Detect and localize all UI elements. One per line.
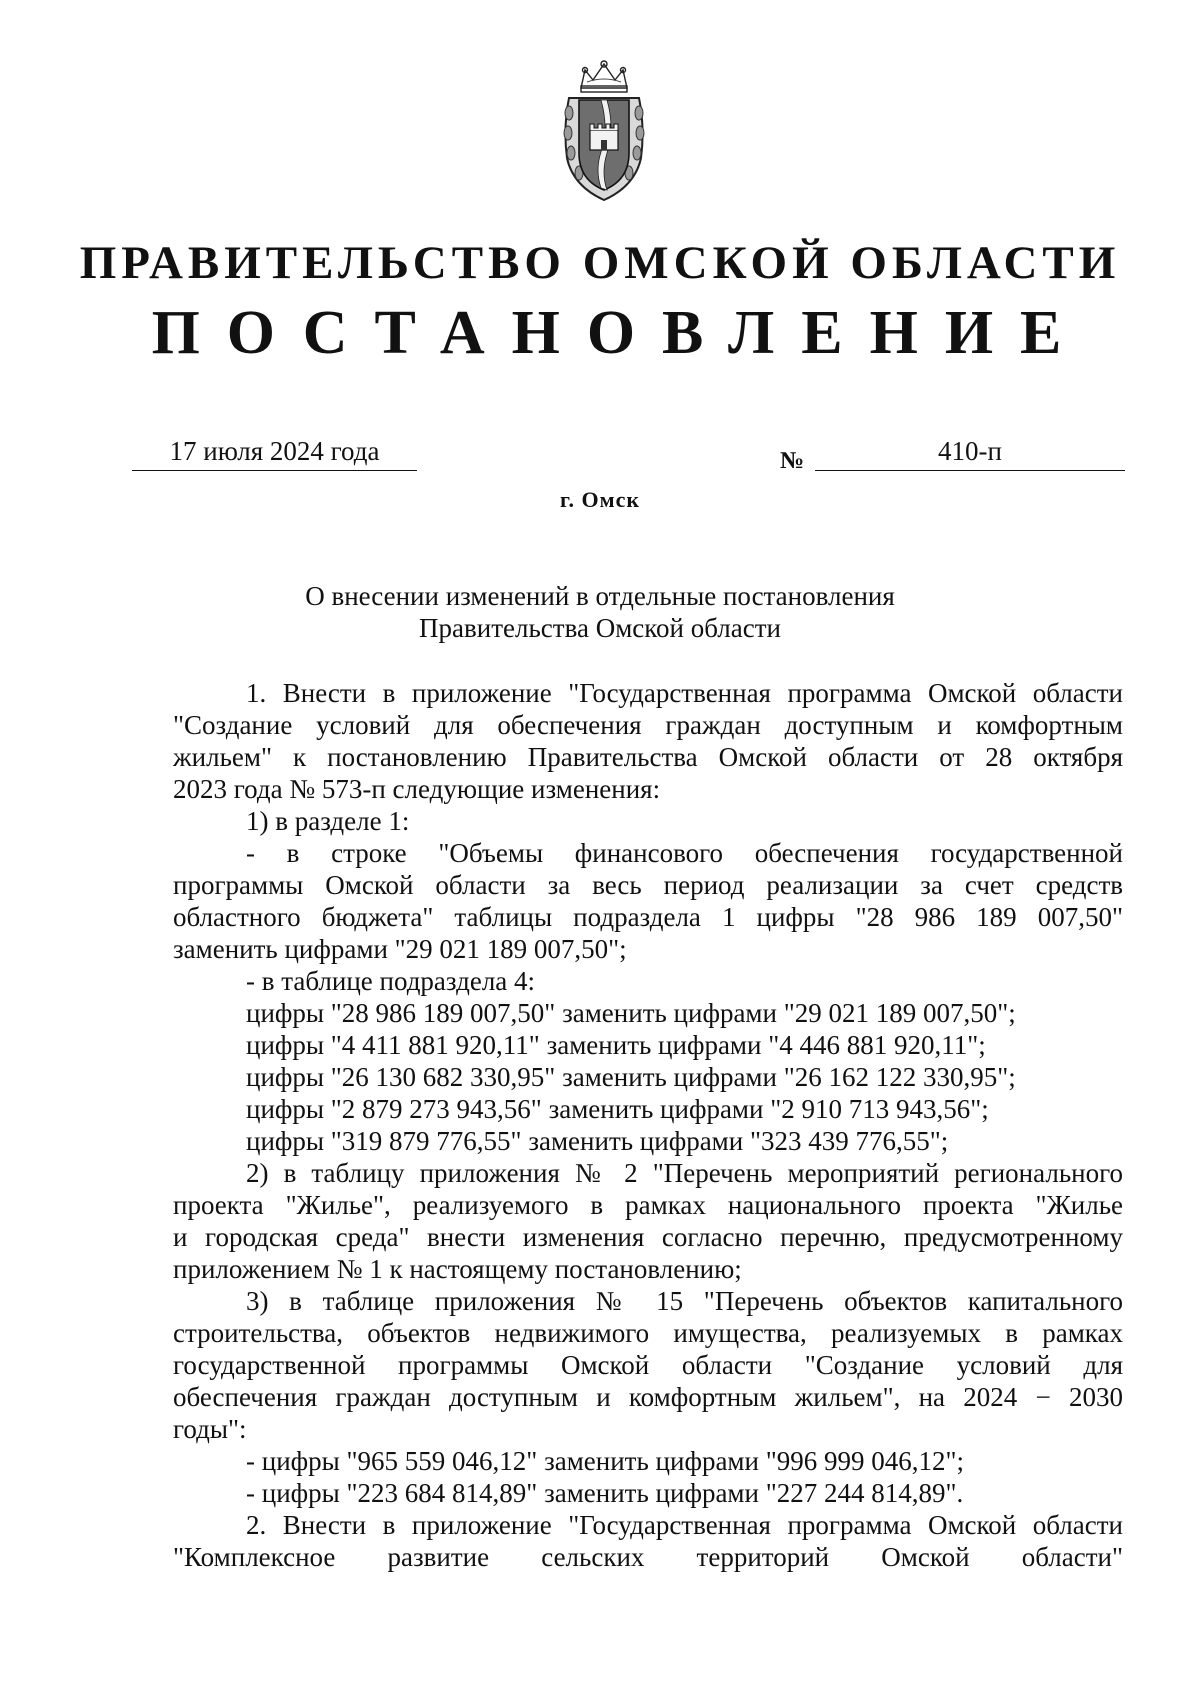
paragraph-line: "Комплексное развитие сельских территорий Омской области" xyxy=(173,1542,1123,1572)
paragraph-line: 3) в таблице приложения № 15 "Перечень объектов капитального xyxy=(246,1286,1123,1316)
paragraph-line: государственной программы Омской области "Создание условий для xyxy=(173,1350,1123,1380)
paragraph-line: цифры "4 411 881 920,11" заменить цифрами "4 446 881 920,11"; xyxy=(246,1030,986,1060)
paragraph-line: приложением № 1 к настоящему постановлению; xyxy=(173,1254,742,1284)
subject-line: Правительства Омской области xyxy=(419,613,781,643)
paragraph-line: годы": xyxy=(173,1414,247,1444)
paragraph-line: цифры "26 130 682 330,95" заменить цифрами "26 162 122 330,95"; xyxy=(246,1062,1016,1092)
paragraph-line: цифры "28 986 189 007,50" заменить цифрами "29 021 189 007,50"; xyxy=(246,998,1016,1028)
document-body xyxy=(173,677,1123,1573)
paragraph-line: проекта "Жилье", реализуемого в рамках национального проекта "Жилье xyxy=(173,1190,1123,1220)
paragraph-line: областного бюджета" таблицы подраздела 1 цифры "28 986 189 007,50" xyxy=(173,902,1123,932)
paragraph-line: - в строке "Объемы финансового обеспечения государственной xyxy=(246,838,1123,868)
city xyxy=(0,487,1200,513)
paragraph-line: жильем" к постановлению Правительства Омской области от 28 октября xyxy=(173,742,1123,772)
paragraph-line: 1) в разделе 1: xyxy=(246,806,410,836)
paragraph-line: - в таблице подраздела 4: xyxy=(246,966,536,996)
paragraph-line: обеспечения граждан доступным и комфортным жильем", на 2024 − 2030 xyxy=(173,1382,1123,1412)
paragraph-line: 2. Внести в приложение "Государственная программа Омской области xyxy=(246,1510,1123,1540)
number-sign: № xyxy=(780,448,805,474)
paragraph-line: строительства, объектов недвижимого имущества, реализуемых в рамках xyxy=(173,1318,1123,1348)
document-subject xyxy=(0,580,1200,644)
paragraph-line: 2023 года № 573-п следующие изменения: xyxy=(173,774,661,804)
paragraph-line: программы Омской области за весь период реализации за счет средств xyxy=(173,870,1123,900)
document-date: 17 июля 2024 года xyxy=(132,432,417,471)
paragraph-line: "Создание условий для обеспечения граждан доступным и комфортным xyxy=(173,710,1123,740)
paragraph-line: - цифры "223 684 814,89" заменить цифрами "227 244 814,89". xyxy=(246,1478,964,1508)
subject-line: О внесении изменений в отдельные постановления xyxy=(305,581,895,611)
city-name: г. Омск xyxy=(559,487,641,512)
paragraph-line: цифры "2 879 273 943,56" заменить цифрами "2 910 713 943,56"; xyxy=(246,1094,989,1124)
paragraph-line: 1. Внести в приложение "Государственная программа Омской области xyxy=(246,678,1123,708)
paragraph-line: - цифры "965 559 046,12" заменить цифрами "996 999 046,12"; xyxy=(246,1446,965,1476)
paragraph-line: и городская среда" внести изменения согласно перечню, предусмотренному xyxy=(173,1222,1123,1252)
paragraph-line: заменить цифрами "29 021 189 007,50"; xyxy=(173,934,627,964)
paragraph-line: цифры "319 879 776,55" заменить цифрами "323 439 776,55"; xyxy=(246,1126,949,1156)
paragraph-line: 2) в таблицу приложения № 2 "Перечень мероприятий регионального xyxy=(246,1158,1123,1188)
document-type: ПОСТАНОВЛЕНИЕ xyxy=(151,299,1089,367)
omsk-oblast-coat-of-arms xyxy=(557,58,651,204)
government-title: ПРАВИТЕЛЬСТВО ОМСКОЙ ОБЛАСТИ xyxy=(79,237,1121,289)
document-number: 410-п xyxy=(815,432,1125,471)
